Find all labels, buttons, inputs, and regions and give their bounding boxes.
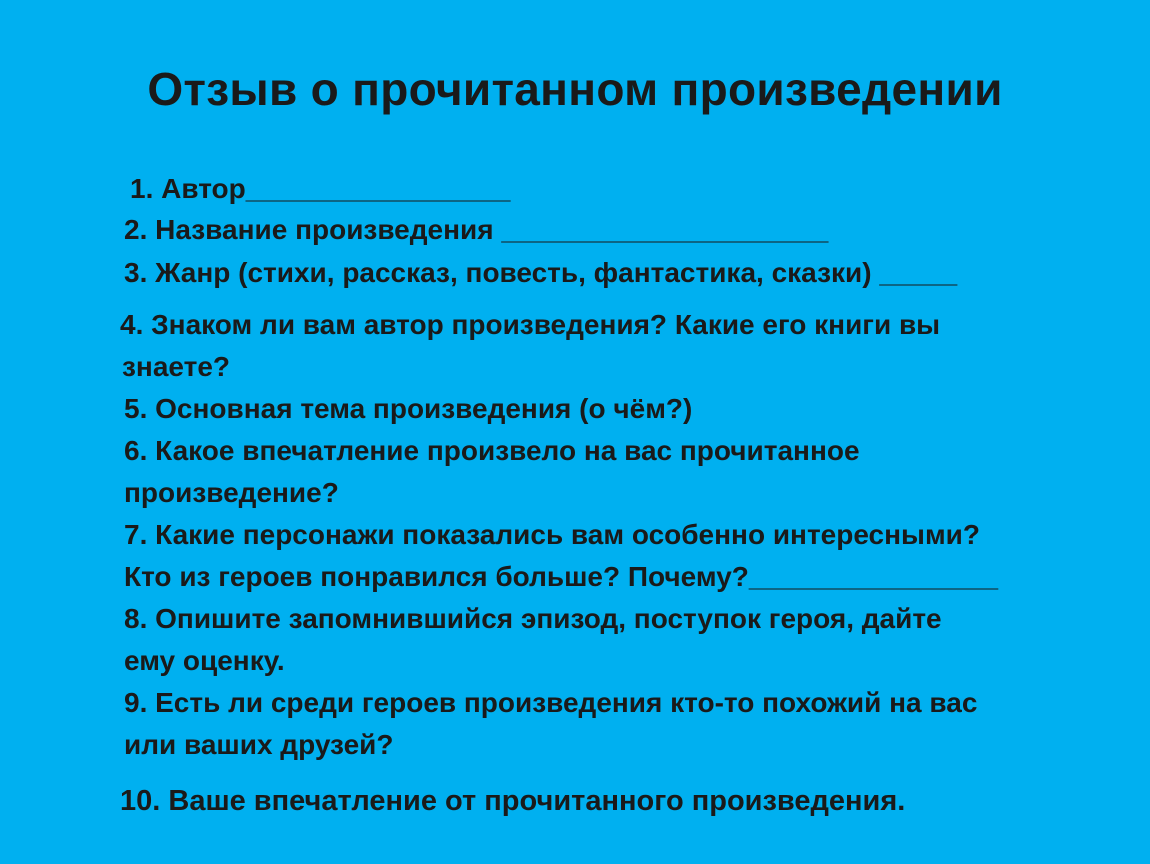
question-7-line-1: 7. Какие персонажи показались вам особенно интересными? (124, 519, 980, 550)
slide-title: Отзыв о прочитанном произведении (147, 63, 1003, 115)
question-4-line-1: 4. Знаком ли вам автор произведения? Какие его книги вы (120, 309, 941, 340)
question-2-title: 2. Название произведения _____________________ (124, 214, 829, 245)
question-1-author: 1. Автор_________________ (130, 173, 511, 204)
question-8-line-2: ему оценку. (124, 645, 285, 676)
question-3-genre: 3. Жанр (стихи, рассказ, повесть, фантастика, сказки) _____ (124, 257, 958, 288)
question-8-line-1: 8. Опишите запомнившийся эпизод, поступок героя, дайте (124, 603, 942, 634)
question-10-impression: 10. Ваше впечатление от прочитанного произведения. (120, 785, 906, 817)
question-5-theme: 5. Основная тема произведения (о чём?) (124, 393, 693, 424)
question-9-line-1: 9. Есть ли среди героев произведения кто-то похожий на вас (124, 687, 978, 718)
question-7-line-2: Кто из героев понравился больше? Почему?________________ (124, 561, 999, 592)
question-4-line-2: знаете? (122, 351, 230, 382)
question-6-line-1: 6. Какое впечатление произвело на вас прочитанное (124, 435, 860, 466)
question-6-line-2: произведение? (124, 477, 339, 508)
question-9-line-2: или ваших друзей? (124, 729, 394, 760)
